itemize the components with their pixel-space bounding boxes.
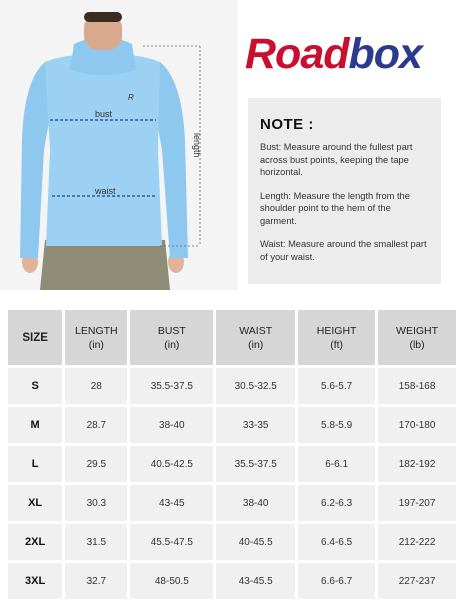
table-row	[8, 407, 456, 443]
size-cell: XL	[8, 485, 62, 521]
waist-cell: 43-45.5	[216, 563, 295, 599]
table-row	[8, 524, 456, 560]
length-cell: 29.5	[65, 446, 127, 482]
weight-cell: 158-168	[378, 368, 456, 404]
length-label: length	[192, 133, 202, 158]
waist-cell: 40-45.5	[216, 524, 295, 560]
table-row	[8, 485, 456, 521]
note-box	[248, 98, 441, 284]
waist-cell: 30.5-32.5	[216, 368, 295, 404]
table-header-row	[8, 310, 456, 365]
bust-cell: 35.5-37.5	[130, 368, 213, 404]
waist-cell: 38-40	[216, 485, 295, 521]
header-weight: WEIGHT (lb)	[378, 310, 456, 365]
product-photo	[0, 0, 238, 290]
length-cell: 28	[65, 368, 127, 404]
bust-cell: 48-50.5	[130, 563, 213, 599]
shirt-illustration	[0, 0, 238, 290]
height-cell: 6.4-6.5	[298, 524, 375, 560]
waist-cell: 35.5-37.5	[216, 446, 295, 482]
size-cell: L	[8, 446, 62, 482]
height-cell: 6.2-6.3	[298, 485, 375, 521]
table-row	[8, 563, 456, 599]
table-row	[8, 368, 456, 404]
brand-logo	[245, 29, 445, 79]
note-title: NOTE :	[260, 116, 314, 133]
size-cell: S	[8, 368, 62, 404]
height-cell: 5.6-5.7	[298, 368, 375, 404]
length-cell: 28.7	[65, 407, 127, 443]
header-size: SIZE	[8, 310, 62, 365]
bust-cell: 38-40	[130, 407, 213, 443]
svg-text:R: R	[128, 93, 134, 102]
bust-cell: 40.5-42.5	[130, 446, 213, 482]
note-waist: Waist: Measure around the smallest part of your waist.	[260, 239, 427, 262]
header-length: LENGTH (in)	[65, 310, 127, 365]
size-cell: 2XL	[8, 524, 62, 560]
height-cell: 5.8-5.9	[298, 407, 375, 443]
weight-cell: 197-207	[378, 485, 456, 521]
bust-label: bust	[95, 109, 113, 119]
bust-cell: 43-45	[130, 485, 213, 521]
header-waist: WAIST (in)	[216, 310, 295, 365]
brand-logo-part2: box	[348, 30, 422, 78]
weight-cell: 170-180	[378, 407, 456, 443]
brand-logo-part1: Road	[245, 30, 349, 78]
size-table	[8, 310, 456, 600]
length-cell: 32.7	[65, 563, 127, 599]
table-row	[8, 446, 456, 482]
height-cell: 6-6.1	[298, 446, 375, 482]
note-length: Length: Measure the length from the shoulder point to the hem of the garment.	[260, 190, 410, 226]
waist-label: waist	[95, 186, 116, 196]
length-cell: 30.3	[65, 485, 127, 521]
waist-cell: 33-35	[216, 407, 295, 443]
bust-cell: 45.5-47.5	[130, 524, 213, 560]
length-cell: 31.5	[65, 524, 127, 560]
height-cell: 6.6-6.7	[298, 563, 375, 599]
size-cell: M	[8, 407, 62, 443]
header-height: HEIGHT (ft)	[298, 310, 375, 365]
size-cell: 3XL	[8, 563, 62, 599]
weight-cell: 227-237	[378, 563, 456, 599]
note-bust: Bust: Measure around the fullest part across bust points, keeping the tape horizontal.	[260, 142, 413, 177]
weight-cell: 212-222	[378, 524, 456, 560]
header-bust: BUST (in)	[130, 310, 213, 365]
weight-cell: 182-192	[378, 446, 456, 482]
